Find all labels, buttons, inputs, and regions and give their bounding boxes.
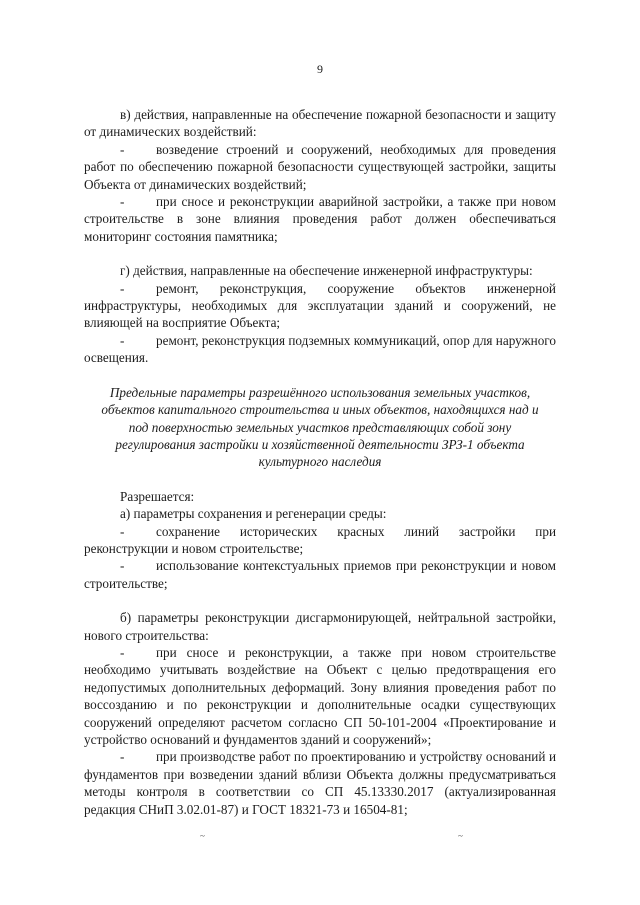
bullet-dash: - bbox=[120, 194, 125, 210]
footer-mark-right: ~ bbox=[458, 831, 463, 841]
section-a-item-1 bbox=[84, 523, 556, 558]
section-b-item-2-text: при производстве работ по проектированию и устройству оснований и фундаментов при возведении зданий вблизи Объекта должны предусматриваться методы контроля в соответствии со СП 45.13330.2017 (актуализированная редакция СНиП 3.02.01-87) и ГОСТ 18321-73 и 16504-81; bbox=[84, 749, 556, 817]
bullet-dash: - bbox=[120, 141, 125, 157]
spacer bbox=[84, 367, 556, 384]
bullet-dash: - bbox=[120, 332, 125, 348]
section-v-item-1-text: возведение строений и сооружений, необходимых для проведения работ по обеспечению пожарной безопасности существующей застройки, защиты Объекта от динамических воздействий; bbox=[84, 141, 556, 192]
section-b-item-1 bbox=[84, 644, 556, 748]
spacer bbox=[84, 592, 556, 609]
bullet-dash: - bbox=[120, 523, 125, 539]
spacer bbox=[84, 471, 556, 488]
section-v-item-1 bbox=[84, 141, 556, 193]
section-g-item-1 bbox=[84, 280, 556, 332]
allowed-label: Разрешается: bbox=[120, 488, 195, 504]
section-v-title: в) действия, направленные на обеспечение пожарной безопасности и защиту от динамических воздействий: bbox=[84, 107, 556, 140]
section-b-item-1-text: при сносе и реконструкции, а также при новом строительстве необходимо учитывать воздействие на Объект с целью предотвращения его недопустимых дополнительных деформаций. Зону влияния проведения работ по воссозданию и по реконструкции и дополнительные осадки существующих сооружений определяют расчетом согласно СП 50-101-2004 «Проектирование и устройство оснований и фундаментов зданий и сооружений»; bbox=[84, 644, 556, 747]
section-a-item-2-text: использование контекстуальных приемов при реконструкции и новом строительстве; bbox=[84, 558, 556, 591]
section-v-item-2-text: при сносе и реконструкции аварийной застройки, а также при новом строительстве в зоне влияния проведения работ должен обеспечиваться мониторинг состояния памятника; bbox=[84, 194, 556, 244]
section-a-title: а) параметры сохранения и регенерации среды: bbox=[120, 506, 387, 522]
section-g-item-1-text: ремонт, реконструкция, сооружение объектов инженерной инфраструктуры, необходимых для эксплуатации зданий и сооружений, не влияющей на восприятие Объекта; bbox=[84, 280, 556, 331]
document-body bbox=[84, 106, 556, 818]
section-a-item-2 bbox=[84, 557, 556, 592]
section-v-item-2 bbox=[84, 193, 556, 245]
bullet-dash: - bbox=[120, 558, 125, 574]
section-a-item-1-text: сохранение исторических красных линий застройки при реконструкции и новом строительстве; bbox=[84, 523, 556, 556]
bullet-dash: - bbox=[120, 749, 125, 765]
footer-mark-left: ~ bbox=[200, 831, 205, 841]
section-g-item-2-text: ремонт, реконструкция подземных коммуникаций, опор для наружного освещения. bbox=[84, 332, 556, 366]
bullet-dash: - bbox=[120, 280, 125, 296]
spacer bbox=[84, 245, 556, 262]
bullet-dash: - bbox=[120, 644, 125, 660]
section-heading: Предельные параметры разрешённого использования земельных участков, объектов капитального строительства и иных объектов, находящихся над и под поверхностью земельных участков представляющих собой зону регулирования застройки и хозяйственной деятельности ЗРЗ-1 объекта культурного наследия bbox=[101, 384, 539, 470]
section-b-title: б) параметры реконструкции дисгармонирующей, нейтральной застройки, нового строительства: bbox=[84, 610, 556, 643]
section-g-title: г) действия, направленные на обеспечение инженерной инфраструктуры: bbox=[120, 263, 533, 279]
section-b-item-2 bbox=[84, 748, 556, 818]
section-g-item-2 bbox=[84, 332, 556, 367]
page-number: 9 bbox=[317, 62, 323, 76]
